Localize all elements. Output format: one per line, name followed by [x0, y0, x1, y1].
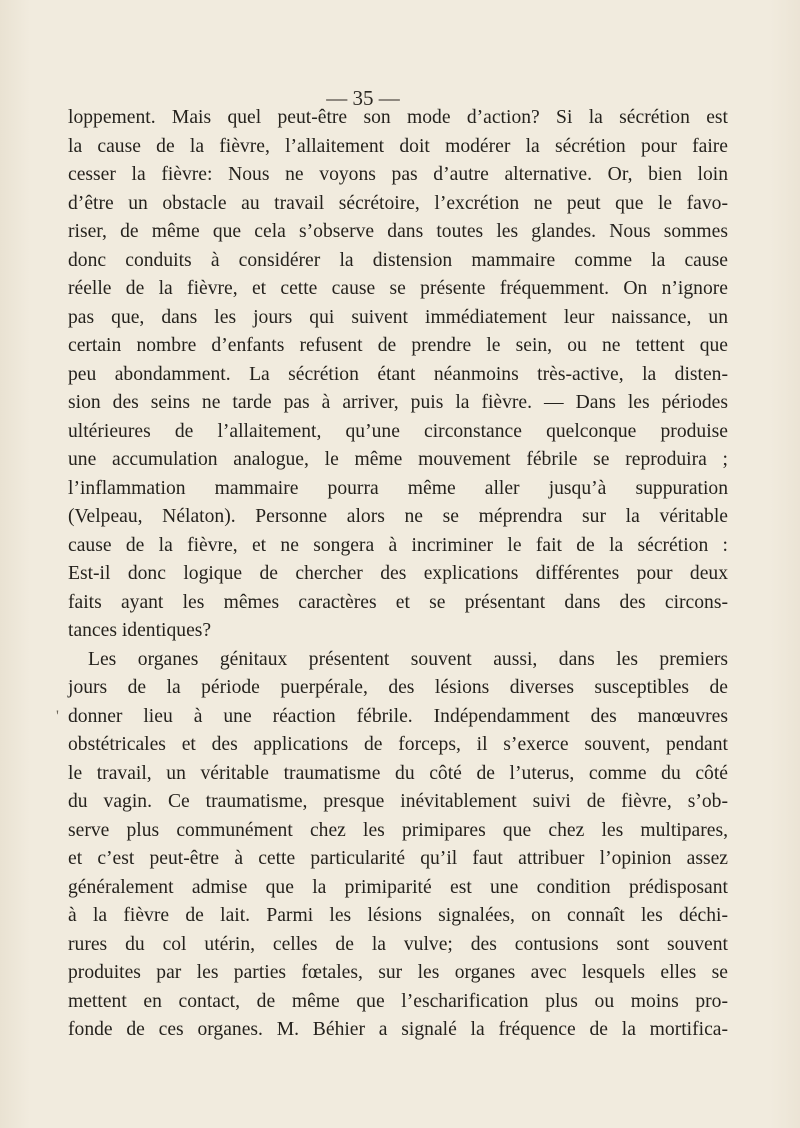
text-line: généralement admise que la primiparité est une condition prédisposant [68, 876, 728, 898]
text-line: certain nombre d’enfants refusent de prendre le sein, ou ne tettent que [68, 335, 728, 356]
text-line: d’être un obstacle au travail sécrétoire, l’excrétion ne peut que le favo- [68, 192, 728, 214]
text-line: à la fièvre de lait. Parmi les lésions signalées, on connaît les déchi- [68, 905, 728, 926]
body-text [68, 104, 728, 1045]
text-line: serve plus communément chez les primipares que chez les multipares, [68, 819, 728, 841]
text-line: faits ayant les mêmes caractères et se présentant dans des circons- [68, 591, 728, 613]
paragraph [68, 104, 728, 646]
text-line: tances identiques? [68, 620, 212, 641]
text-line: donc conduits à considérer la distension mammaire comme la cause [68, 249, 728, 271]
text-line: rures du col utérin, celles de la vulve; des contusions sont souvent [68, 933, 728, 955]
text-line: réelle de la fièvre, et cette cause se présente fréquemment. On n’ignore [68, 278, 728, 299]
text-line: jours de la période puerpérale, des lésions diverses susceptibles de [68, 677, 728, 698]
text-line: produites par les parties fœtales, sur les organes avec lesquels elles se [68, 962, 728, 983]
paragraph [68, 646, 728, 1045]
text-line: cause de la fièvre, et ne songera à incriminer le fait de la sécrétion : [68, 534, 728, 556]
text-line: l’inflammation mammaire pourra même aller jusqu’à suppuration [68, 477, 728, 499]
text-line: une accumulation analogue, le même mouvement fébrile se reproduira ; [68, 449, 728, 470]
text-line: riser, de même que cela s’observe dans toutes les glandes. Nous sommes [68, 221, 728, 242]
text-line: sion des seins ne tarde pas à arriver, puis la fièvre. — Dans les périodes [68, 392, 728, 413]
text-line: et c’est peut-être à cette particularité qu’il faut attribuer l’opinion assez [68, 848, 728, 869]
text-line: peu abondamment. La sécrétion étant néanmoins très-active, la disten- [68, 363, 728, 385]
text-line: mettent en contact, de même que l’escharification plus ou moins pro- [68, 990, 728, 1012]
text-line: Les organes génitaux présentent souvent aussi, dans les premiers [88, 648, 728, 670]
text-line: du vagin. Ce traumatisme, presque inévitablement suivi de fièvre, s’ob- [68, 791, 728, 812]
text-line: donner lieu à une réaction fébrile. Indépendamment des manœuvres [68, 705, 728, 727]
text-line: fonde de ces organes. M. Béhier a signalé la fréquence de la mortifica- [68, 1019, 728, 1040]
margin-mark: ' [56, 708, 59, 725]
text-line: le travail, un véritable traumatisme du côté de l’uterus, comme du côté [68, 762, 728, 784]
text-line: Est-il donc logique de chercher des explications différentes pour deux [68, 563, 728, 584]
text-line: loppement. Mais quel peut-être son mode d’action? Si la sécrétion est [68, 107, 728, 128]
page-number: — 35 — [326, 86, 400, 110]
text-line: (Velpeau, Nélaton). Personne alors ne se méprendra sur la véritable [68, 506, 728, 527]
text-line: ultérieures de l’allaitement, qu’une circonstance quelconque produise [68, 420, 728, 442]
text-line: pas que, dans les jours qui suivent immédiatement leur naissance, un [68, 306, 728, 328]
text-line: obstétricales et des applications de forceps, il s’exerce souvent, pendant [68, 734, 728, 755]
text-line: cesser la fièvre: Nous ne voyons pas d’autre alternative. Or, bien loin [68, 164, 728, 185]
text-line: la cause de la fièvre, l’allaitement doit modérer la sécrétion pour faire [68, 135, 728, 157]
